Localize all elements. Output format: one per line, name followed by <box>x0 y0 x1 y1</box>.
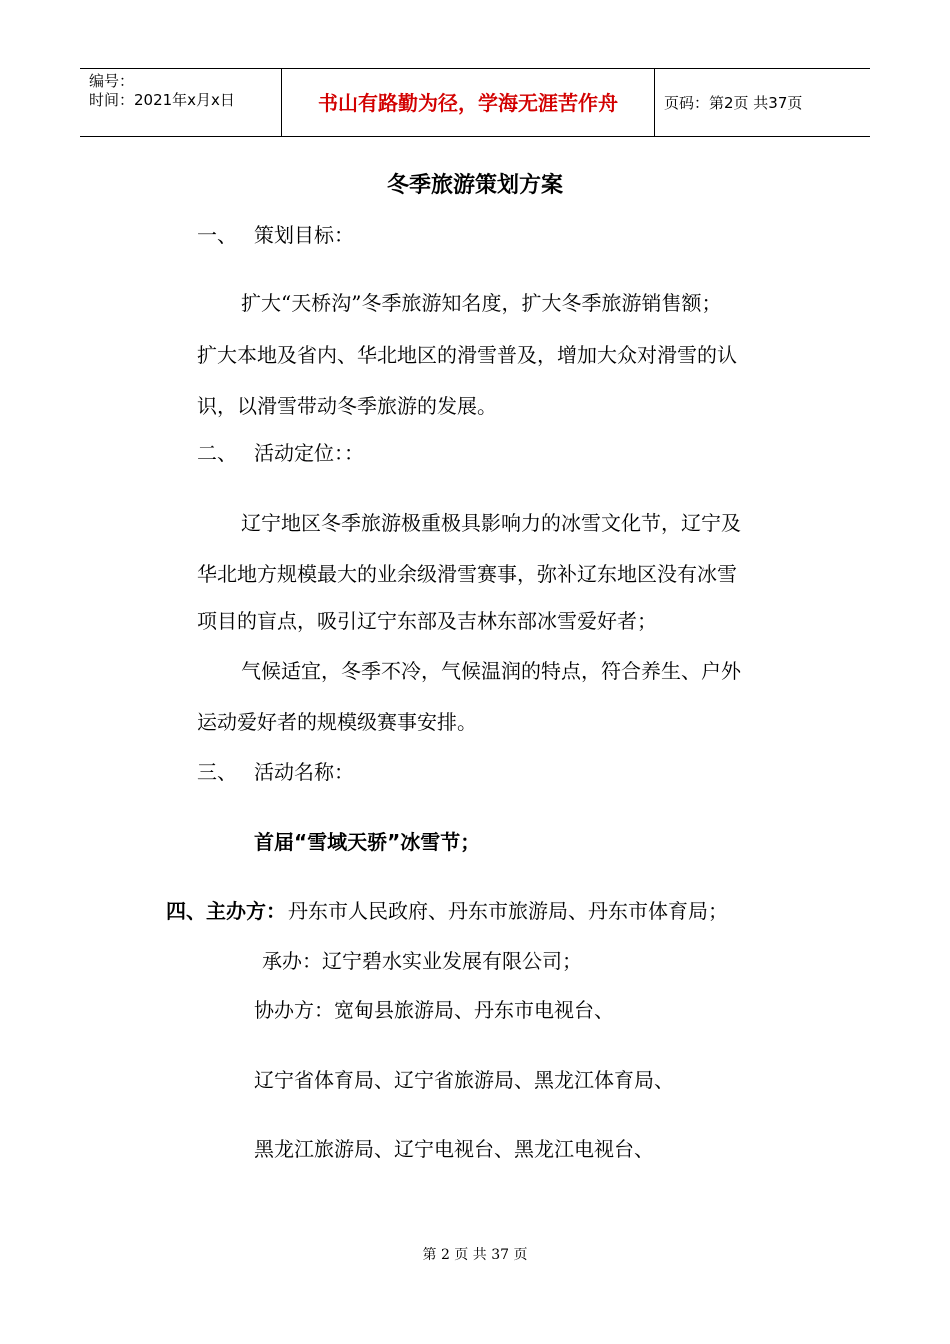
paragraph-line: 黑龙江旅游局、辽宁电视台、黑龙江电视台、 <box>254 1137 654 1161</box>
page-footer: 第 2 页 共 37 页 <box>422 1247 528 1263</box>
serial-label: 编号： <box>89 72 135 90</box>
paragraph-line: 承办：辽宁碧水实业发展有限公司； <box>262 949 582 973</box>
paragraph-line: 气候适宜，冬季不冷，气候温润的特点，符合养生、户外 <box>241 659 741 683</box>
document-title: 冬季旅游策划方案 <box>386 173 563 198</box>
section-heading: 活动定位：： <box>254 441 364 465</box>
paragraph-line: 辽宁省体育局、辽宁省旅游局、黑龙江体育局、 <box>254 1068 674 1092</box>
page-info: 页码：第2页 共37页 <box>664 94 803 112</box>
date-label: 时间：2021年x月x日 <box>89 91 235 109</box>
header-top-border <box>80 68 870 69</box>
header-motto: 书山有路勤为径，学海无涯苦作舟 <box>318 91 618 115</box>
paragraph-line: 扩大本地及省内、华北地区的滑雪普及，增加大众对滑雪的认 <box>197 343 737 367</box>
paragraph-line: 协办方：宽甸县旅游局、丹东市电视台、 <box>254 998 614 1022</box>
paragraph-line: 华北地方规模最大的业余级滑雪赛事，弥补辽东地区没有冰雪 <box>197 562 737 586</box>
section-number: 一、 <box>197 223 237 247</box>
organizer-label: 四、主办方： <box>166 899 286 923</box>
paragraph-line: 扩大“天桥沟”冬季旅游知名度，扩大冬季旅游销售额； <box>241 291 722 315</box>
paragraph-line: 识，以滑雪带动冬季旅游的发展。 <box>197 394 497 418</box>
paragraph-line: 辽宁地区冬季旅游极重极具影响力的冰雪文化节，辽宁及 <box>241 511 741 535</box>
paragraph-line: 项目的盲点，吸引辽宁东部及吉林东部冰雪爱好者； <box>197 609 657 633</box>
event-name: 首届“雪域天骄”冰雪节； <box>254 830 481 854</box>
header-divider-right <box>654 68 655 137</box>
organizer-list: 丹东市人民政府、丹东市旅游局、丹东市体育局； <box>288 899 728 923</box>
section-heading: 活动名称： <box>254 760 354 784</box>
paragraph-line: 运动爱好者的规模级赛事安排。 <box>197 710 477 734</box>
section-number: 二、 <box>197 441 237 465</box>
header-bottom-border <box>80 136 870 137</box>
section-heading: 策划目标： <box>254 223 354 247</box>
section-number: 三、 <box>197 760 237 784</box>
